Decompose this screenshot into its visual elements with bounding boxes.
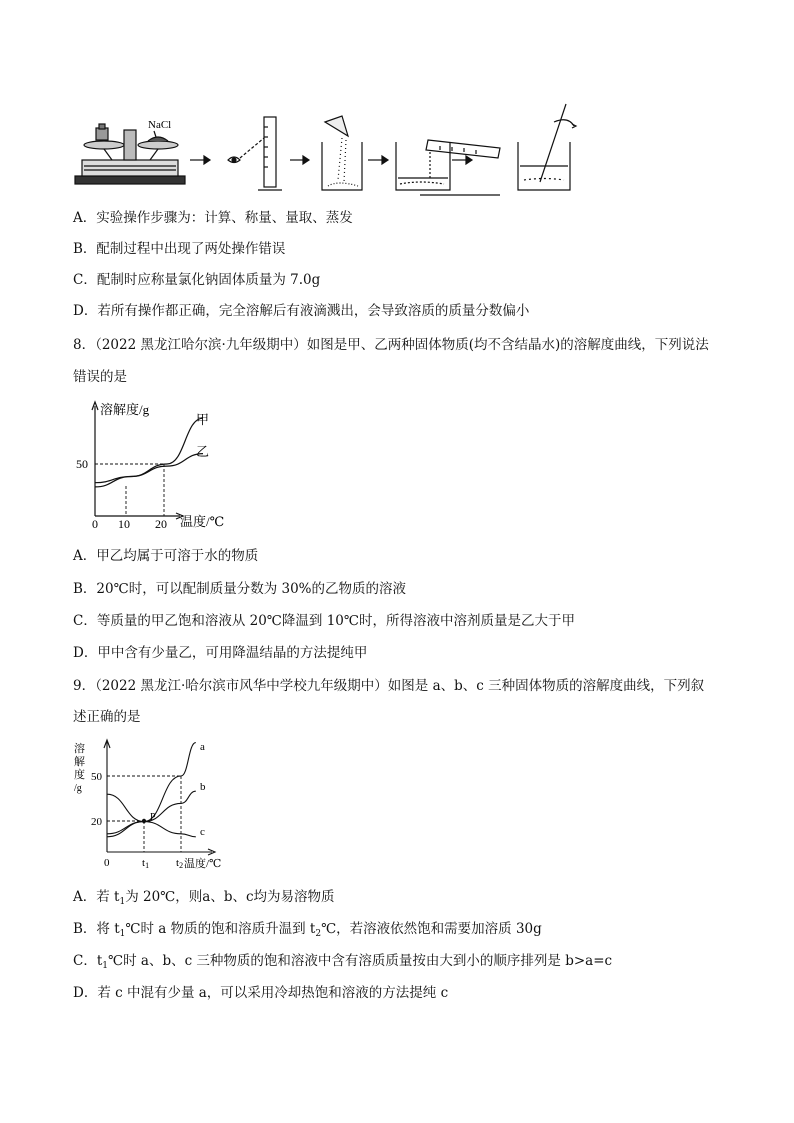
q9-option-c: C．$t_1℃$时 a、b、c 三种物质的饱和溶液中含有溶质质量按由大到小的顺序排列是 b>a=c xyxy=(73,953,613,971)
q8-x-tick-10: 10 xyxy=(118,517,130,531)
q8-option-b: B．20℃时，可以配制质量分数为 30%的乙物质的溶液 xyxy=(73,581,406,597)
q8-x-tick-0: 0 xyxy=(92,517,98,531)
apparatus-figure xyxy=(0,0,794,200)
q9-x-tick-t1: t1 xyxy=(142,857,150,870)
q8-solubility-chart xyxy=(72,396,252,538)
q9-series-label-a: a xyxy=(200,741,205,753)
nacl-label: NaCl xyxy=(148,119,172,131)
q8-option-a: A．甲乙均属于可溶于水的物质 xyxy=(73,548,259,564)
q9-point-p-label: P xyxy=(150,812,156,823)
q8-ylabel: 溶解度/g xyxy=(100,402,150,417)
q9-stem-line2: 述正确的是 xyxy=(73,709,141,725)
q8-curve-yi xyxy=(95,454,203,483)
q8-xlabel: 温度/℃ xyxy=(180,514,225,529)
q9-xlabel: 温度/℃ xyxy=(184,858,222,870)
q8-stem-line2: 错误的是 xyxy=(73,369,127,385)
q8-y-tick-50: 50 xyxy=(76,457,88,471)
q7-option-a: A．实验操作步骤为：计算、称量、量取、蒸发 xyxy=(73,210,353,226)
q9-solubility-chart xyxy=(72,736,232,876)
graduated-cylinder-illustration xyxy=(228,117,282,190)
q9-series-label-c: c xyxy=(200,826,205,838)
beaker-water-illustration xyxy=(396,140,500,195)
q9-ylabel-char-3: 度 xyxy=(74,769,85,781)
q8-option-c: C．等质量的甲乙饱和溶液从 20℃降温到 10℃时，所得溶液中溶剂质量是乙大于甲 xyxy=(73,613,575,629)
q8-series-label-yi: 乙 xyxy=(196,444,210,459)
q8-stem-line1: 8．（2022 黑龙江哈尔滨·九年级期中）如图是甲、乙两种固体物质(均不含结晶水)的溶解度曲线，下列说法 xyxy=(73,337,709,353)
q9-option-b: B．将 $t_1℃$时 a 物质的饱和溶质升温到 $t_2℃$，若溶液依然饱和需要加溶质 30g xyxy=(73,921,542,939)
q9-ylabel-char-1: 溶 xyxy=(74,743,85,755)
q9-point-p xyxy=(142,819,146,823)
q9-ylabel-char-2: 解 xyxy=(74,756,85,768)
q9-option-a: A．若 $t_1$为 20℃，则a、b、c均为易溶物质 xyxy=(73,889,335,907)
q9-ylabel-char-4: /g xyxy=(74,783,82,794)
q8-series-label-jia: 甲 xyxy=(196,412,210,427)
q7-option-b: B．配制过程中出现了两处操作错误 xyxy=(73,241,286,257)
q9-option-d: D．若 c 中混有少量 a，可以采用冷却热饱和溶液的方法提纯 c xyxy=(73,985,449,1001)
q7-option-c: C．配制时应称量氯化钠固体质量为 7.0g xyxy=(73,272,321,288)
beaker-pouring-illustration xyxy=(322,116,362,190)
q9-stem-line1: 9．（2022 黑龙江·哈尔滨市风华中学校九年级期中）如图是 a、b、c 三种固体物质的溶解度曲线，下列叙 xyxy=(73,678,705,694)
q7-option-d: D．若所有操作都正确，完全溶解后有液滴溅出，会导致溶质的质量分数偏小 xyxy=(73,303,530,319)
q9-x-tick-t2: t2 xyxy=(176,857,184,870)
q8-option-d: D．甲中含有少量乙，可用降温结晶的方法提纯甲 xyxy=(73,645,368,661)
balance-illustration xyxy=(75,124,185,184)
beaker-stirring-illustration xyxy=(518,104,576,190)
q8-x-tick-20: 20 xyxy=(155,517,167,531)
q9-y-tick-50: 50 xyxy=(91,771,102,783)
q8-curve-jia xyxy=(95,418,203,487)
q9-y-tick-20: 20 xyxy=(91,816,102,828)
q9-x-tick-0: 0 xyxy=(104,857,110,869)
q9-series-label-b: b xyxy=(200,781,206,793)
